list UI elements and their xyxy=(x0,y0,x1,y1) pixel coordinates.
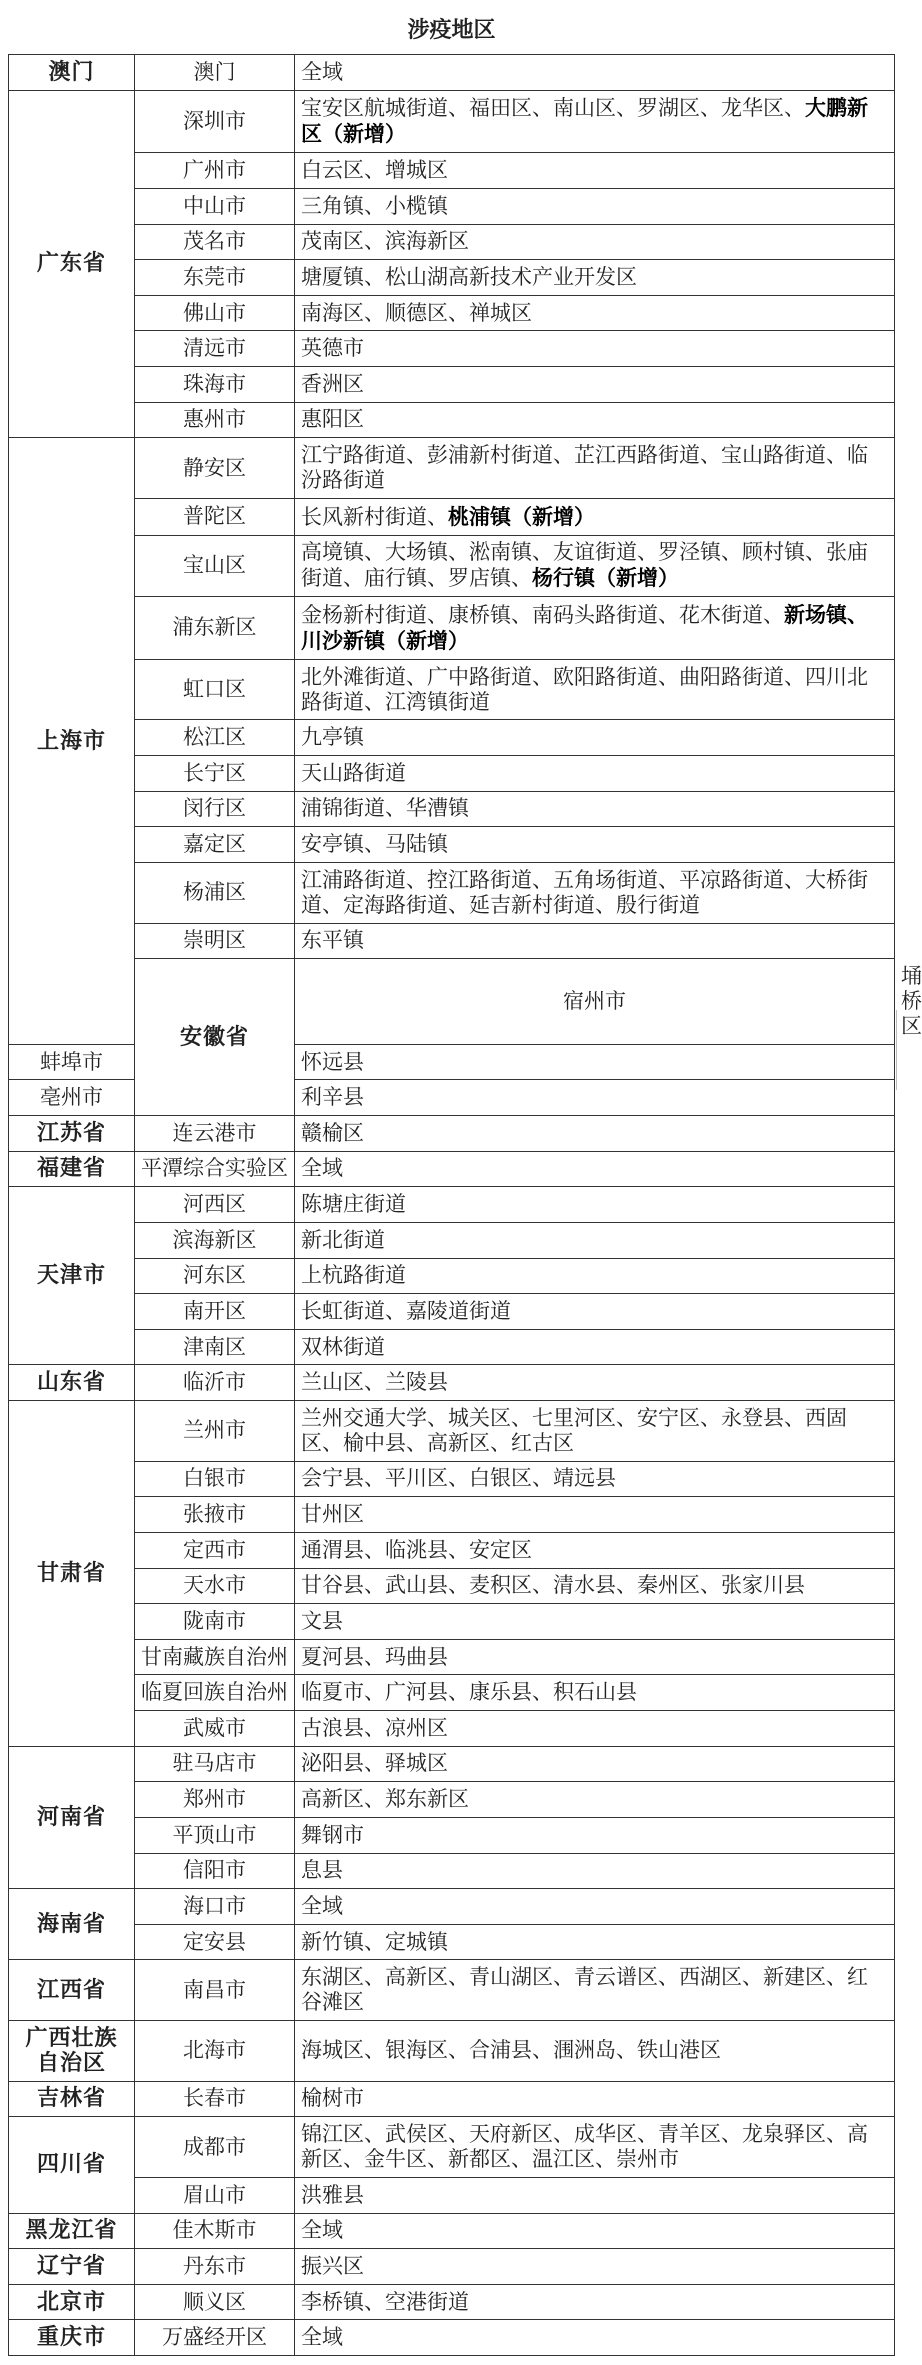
city-cell: 杨浦区 xyxy=(135,862,295,923)
table-row xyxy=(9,1329,895,1365)
area-text: 宝安区航城街道、福田区、南山区、罗湖区、龙华区、 xyxy=(301,96,805,121)
province-cell: 河南省 xyxy=(9,1746,135,1889)
city-cell: 蚌埠市 xyxy=(9,1044,135,1080)
table-row xyxy=(9,367,895,403)
table-row xyxy=(9,827,895,863)
area-cell xyxy=(295,1711,895,1747)
city-cell: 南开区 xyxy=(135,1294,295,1330)
city-cell: 珠海市 xyxy=(135,367,295,403)
table-row xyxy=(9,2213,895,2249)
city-cell: 宿州市 xyxy=(295,959,895,1045)
table-row xyxy=(9,1151,895,1187)
province-cell: 北京市 xyxy=(9,2284,135,2320)
area-text: 上杭路街道 xyxy=(301,1263,406,1288)
area-text: 金杨新村街道、康桥镇、南码头路街道、花木街道、 xyxy=(301,602,784,627)
area-text: 白云区、增城区 xyxy=(301,158,448,183)
area-cell xyxy=(295,224,895,260)
new-area-text: 新场镇、川沙新镇（新增） xyxy=(301,601,868,653)
area-cell xyxy=(295,295,895,331)
province-cell: 吉林省 xyxy=(9,2081,135,2117)
province-cell: 上海市 xyxy=(9,438,135,1045)
area-text: 李桥镇、空港街道 xyxy=(301,2289,469,2314)
area-text: 全域 xyxy=(301,1156,343,1181)
area-cell xyxy=(295,1604,895,1640)
table-row xyxy=(9,2117,895,2178)
city-cell: 定西市 xyxy=(135,1532,295,1568)
new-area-text: 大鹏新区（新增） xyxy=(301,95,868,147)
area-text: 舞钢市 xyxy=(301,1822,364,1847)
table-row xyxy=(9,1746,895,1782)
area-cell xyxy=(295,402,895,438)
area-text: 双林街道 xyxy=(301,1334,385,1359)
city-cell: 东莞市 xyxy=(135,260,295,296)
province-cell: 天津市 xyxy=(9,1187,135,1365)
province-cell: 江西省 xyxy=(9,1960,135,2021)
area-cell xyxy=(295,791,895,827)
table-row xyxy=(9,535,895,597)
area-text: 临夏市、广河县、康乐县、积石山县 xyxy=(301,1680,637,1705)
city-cell: 澳门 xyxy=(135,55,295,91)
city-cell: 连云港市 xyxy=(135,1116,295,1152)
city-cell: 河西区 xyxy=(135,1187,295,1223)
area-cell xyxy=(295,659,895,720)
area-cell xyxy=(295,153,895,189)
city-cell: 闵行区 xyxy=(135,791,295,827)
area-text: 高新区、郑东新区 xyxy=(301,1787,469,1812)
province-cell: 重庆市 xyxy=(9,2320,135,2356)
table-row xyxy=(9,2021,895,2082)
area-text: 榆树市 xyxy=(301,2086,364,2111)
area-cell xyxy=(295,367,895,403)
area-text: 夏河县、玛曲县 xyxy=(301,1644,448,1669)
city-cell: 成都市 xyxy=(135,2117,295,2178)
table-row xyxy=(9,1711,895,1747)
scroll-edge-marker xyxy=(896,1010,901,1090)
area-cell xyxy=(295,1675,895,1711)
area-cell xyxy=(295,1116,895,1152)
city-cell: 津南区 xyxy=(135,1329,295,1365)
area-text: 东湖区、高新区、青山湖区、青云谱区、西湖区、新建区、红谷滩区 xyxy=(301,1965,868,2015)
area-cell xyxy=(295,1924,895,1960)
area-cell xyxy=(295,2177,895,2213)
table-row xyxy=(9,1889,895,1925)
area-cell xyxy=(295,331,895,367)
city-cell: 陇南市 xyxy=(135,1604,295,1640)
area-cell xyxy=(295,55,895,91)
area-text: 锦江区、武侯区、天府新区、成华区、青羊区、龙泉驿区、高新区、金牛区、新都区、温江区、崇州市 xyxy=(301,2122,868,2172)
area-text: 兰州交通大学、城关区、七里河区、安宁区、永登县、西固区、榆中县、高新区、红古区 xyxy=(301,1405,847,1455)
area-cell xyxy=(295,1187,895,1223)
province-cell: 甘肃省 xyxy=(9,1401,135,1747)
table-row xyxy=(9,2177,895,2213)
area-text: 海城区、银海区、合浦县、涠洲岛、铁山港区 xyxy=(301,2038,721,2063)
area-cell xyxy=(295,597,895,660)
area-text: 江宁路街道、彭浦新村街道、芷江西路街道、宝山路街道、临汾路街道 xyxy=(301,443,868,493)
table-row xyxy=(9,90,895,153)
city-cell: 甘南藏族自治州 xyxy=(135,1639,295,1675)
area-text: 香洲区 xyxy=(301,371,364,396)
area-text: 英德市 xyxy=(301,336,364,361)
new-area-text: 杨行镇（新增） xyxy=(532,565,679,591)
city-cell: 滨海新区 xyxy=(135,1222,295,1258)
city-cell: 北海市 xyxy=(135,2021,295,2082)
city-cell: 普陀区 xyxy=(135,498,295,535)
table-row xyxy=(9,597,895,660)
area-cell xyxy=(295,1258,895,1294)
city-cell: 清远市 xyxy=(135,331,295,367)
city-cell: 郑州市 xyxy=(135,1782,295,1818)
table-body xyxy=(9,6,922,2356)
table-row xyxy=(9,1960,895,2021)
city-cell: 亳州市 xyxy=(9,1080,135,1116)
area-text: 高境镇、大场镇、淞南镇、友谊街道、罗泾镇、顾村镇、张庙街道、庙行镇、罗店镇、 xyxy=(301,540,868,591)
city-cell: 定安县 xyxy=(135,1924,295,1960)
area-text: 浦锦街道、华漕镇 xyxy=(301,796,469,821)
table-row xyxy=(9,260,895,296)
table-row xyxy=(9,659,895,720)
table-row xyxy=(9,1116,895,1152)
area-cell xyxy=(295,1044,895,1080)
city-cell: 临夏回族自治州 xyxy=(135,1675,295,1711)
area-cell xyxy=(295,2249,895,2285)
area-cell xyxy=(295,1080,895,1116)
city-cell: 海口市 xyxy=(135,1889,295,1925)
city-cell: 万盛经开区 xyxy=(135,2320,295,2356)
area-cell xyxy=(295,1461,895,1497)
table-row xyxy=(9,1187,895,1223)
city-cell: 佳木斯市 xyxy=(135,2213,295,2249)
area-cell xyxy=(295,1889,895,1925)
province-cell: 安徽省 xyxy=(135,959,295,1116)
area-text: 天山路街道 xyxy=(301,760,406,785)
area-text: 兰山区、兰陵县 xyxy=(301,1370,448,1395)
city-cell: 广州市 xyxy=(135,153,295,189)
city-cell: 丹东市 xyxy=(135,2249,295,2285)
area-cell xyxy=(295,260,895,296)
area-cell xyxy=(295,2284,895,2320)
area-text: 文县 xyxy=(301,1608,343,1633)
city-cell: 河东区 xyxy=(135,1258,295,1294)
city-cell: 虹口区 xyxy=(135,659,295,720)
area-cell xyxy=(295,827,895,863)
table-row xyxy=(9,1853,895,1889)
area-cell xyxy=(295,862,895,923)
table-row xyxy=(9,1568,895,1604)
city-cell: 平潭综合实验区 xyxy=(135,1151,295,1187)
area-cell xyxy=(295,1746,895,1782)
table-row xyxy=(9,1365,895,1401)
table-row xyxy=(9,791,895,827)
table-row xyxy=(9,923,895,959)
table-row xyxy=(9,295,895,331)
city-cell: 临沂市 xyxy=(135,1365,295,1401)
area-cell xyxy=(295,1222,895,1258)
city-cell: 眉山市 xyxy=(135,2177,295,2213)
city-cell: 南昌市 xyxy=(135,1960,295,2021)
area-text: 北外滩街道、广中路街道、欧阳路街道、曲阳路街道、四川北路街道、江湾镇街道 xyxy=(301,664,868,714)
province-cell: 江苏省 xyxy=(9,1116,135,1152)
city-cell: 信阳市 xyxy=(135,1853,295,1889)
area-text: 惠阳区 xyxy=(301,407,364,432)
area-text: 全域 xyxy=(301,1893,343,1918)
table-row xyxy=(9,959,895,1045)
table-row xyxy=(9,331,895,367)
city-cell: 宝山区 xyxy=(135,535,295,597)
table-row xyxy=(9,2249,895,2285)
table-title: 涉疫地区 xyxy=(9,6,895,55)
table-row xyxy=(9,1639,895,1675)
table-row xyxy=(9,438,895,499)
area-text: 陈塘庄街道 xyxy=(301,1192,406,1217)
city-cell: 佛山市 xyxy=(135,295,295,331)
area-cell xyxy=(295,1294,895,1330)
table-row xyxy=(9,1604,895,1640)
area-cell xyxy=(295,2117,895,2178)
area-cell xyxy=(295,1497,895,1533)
table-row xyxy=(9,1222,895,1258)
area-cell xyxy=(295,1329,895,1365)
area-cell xyxy=(295,2081,895,2117)
province-cell: 福建省 xyxy=(9,1151,135,1187)
area-text: 甘谷县、武山县、麦积区、清水县、秦州区、张家川县 xyxy=(301,1573,805,1598)
city-cell: 中山市 xyxy=(135,188,295,224)
area-cell xyxy=(295,2213,895,2249)
area-cell xyxy=(295,188,895,224)
area-cell xyxy=(295,1568,895,1604)
table-row xyxy=(9,2081,895,2117)
area-text: 洪雅县 xyxy=(301,2182,364,2207)
table-row xyxy=(9,2320,895,2356)
area-text: 南海区、顺德区、禅城区 xyxy=(301,300,532,325)
city-cell: 惠州市 xyxy=(135,402,295,438)
table-row xyxy=(9,402,895,438)
city-cell: 深圳市 xyxy=(135,90,295,153)
area-text: 振兴区 xyxy=(301,2253,364,2278)
area-text: 九亭镇 xyxy=(301,725,364,750)
area-text: 江浦路街道、控江路街道、五角场街道、平凉路街道、大桥街道、定海路街道、延吉新村街道、殷行街道 xyxy=(301,867,868,917)
city-cell: 崇明区 xyxy=(135,923,295,959)
city-cell: 静安区 xyxy=(135,438,295,499)
table-row xyxy=(9,224,895,260)
area-cell xyxy=(295,1853,895,1889)
risk-area-table xyxy=(8,6,922,2356)
area-cell xyxy=(295,923,895,959)
area-text: 古浪县、凉州区 xyxy=(301,1715,448,1740)
area-cell xyxy=(295,1532,895,1568)
province-cell: 辽宁省 xyxy=(9,2249,135,2285)
area-text: 全域 xyxy=(301,2325,343,2350)
province-cell: 黑龙江省 xyxy=(9,2213,135,2249)
table-row xyxy=(9,153,895,189)
area-text: 全域 xyxy=(301,59,343,84)
province-cell: 澳门 xyxy=(9,55,135,91)
table-row xyxy=(9,55,895,91)
city-cell: 顺义区 xyxy=(135,2284,295,2320)
area-text: 塘厦镇、松山湖高新技术产业开发区 xyxy=(301,264,637,289)
table-title-row xyxy=(9,6,895,55)
area-cell xyxy=(295,438,895,499)
area-text: 长虹街道、嘉陵道街道 xyxy=(301,1298,511,1323)
city-cell: 平顶山市 xyxy=(135,1817,295,1853)
city-cell: 兰州市 xyxy=(135,1401,295,1462)
area-cell xyxy=(295,535,895,597)
area-text: 利辛县 xyxy=(301,1085,364,1110)
table-row xyxy=(9,2284,895,2320)
area-text: 全域 xyxy=(301,2218,343,2243)
table-row xyxy=(9,1817,895,1853)
area-text: 长风新村街道、 xyxy=(301,504,448,529)
area-text: 茂南区、滨海新区 xyxy=(301,229,469,254)
province-cell: 山东省 xyxy=(9,1365,135,1401)
table-row xyxy=(9,1532,895,1568)
area-text: 安亭镇、马陆镇 xyxy=(301,832,448,857)
area-cell xyxy=(295,1639,895,1675)
risk-area-sheet xyxy=(8,6,922,2356)
area-cell xyxy=(295,498,895,535)
table-row xyxy=(9,1461,895,1497)
province-cell: 广东省 xyxy=(9,90,135,438)
table-row xyxy=(9,720,895,756)
city-cell: 长春市 xyxy=(135,2081,295,2117)
area-cell xyxy=(295,2021,895,2082)
area-text: 通渭县、临洮县、安定区 xyxy=(301,1537,532,1562)
city-cell: 天水市 xyxy=(135,1568,295,1604)
city-cell: 白银市 xyxy=(135,1461,295,1497)
area-text: 东平镇 xyxy=(301,928,364,953)
area-cell xyxy=(295,2320,895,2356)
area-text: 息县 xyxy=(301,1858,343,1883)
table-row xyxy=(9,1782,895,1818)
table-row xyxy=(9,756,895,792)
city-cell: 驻马店市 xyxy=(135,1746,295,1782)
table-row xyxy=(9,862,895,923)
table-row xyxy=(9,188,895,224)
area-cell xyxy=(295,1365,895,1401)
area-text: 甘州区 xyxy=(301,1502,364,1527)
area-cell xyxy=(295,720,895,756)
city-cell: 长宁区 xyxy=(135,756,295,792)
area-cell xyxy=(295,90,895,153)
area-text: 会宁县、平川区、白银区、靖远县 xyxy=(301,1466,616,1491)
area-cell xyxy=(295,1960,895,2021)
new-area-text: 桃浦镇（新增） xyxy=(448,503,595,529)
area-text: 新北街道 xyxy=(301,1227,385,1252)
table-row xyxy=(9,1675,895,1711)
province-cell: 海南省 xyxy=(9,1889,135,1960)
area-cell xyxy=(295,1401,895,1462)
area-text: 怀远县 xyxy=(301,1049,364,1074)
city-cell: 松江区 xyxy=(135,720,295,756)
area-cell xyxy=(295,1151,895,1187)
city-cell: 嘉定区 xyxy=(135,827,295,863)
table-row xyxy=(9,1258,895,1294)
area-cell xyxy=(295,1817,895,1853)
area-text: 埇桥区 xyxy=(901,963,922,1038)
area-text: 三角镇、小榄镇 xyxy=(301,193,448,218)
table-row xyxy=(9,1924,895,1960)
province-cell: 广西壮族自治区 xyxy=(9,2021,135,2082)
province-cell: 四川省 xyxy=(9,2117,135,2213)
table-row xyxy=(9,1294,895,1330)
area-text: 泌阳县、驿城区 xyxy=(301,1751,448,1776)
table-row xyxy=(9,498,895,535)
area-text: 赣榆区 xyxy=(301,1120,364,1145)
city-cell: 张掖市 xyxy=(135,1497,295,1533)
table-row xyxy=(9,1497,895,1533)
table-row xyxy=(9,1401,895,1462)
area-text: 新竹镇、定城镇 xyxy=(301,1929,448,1954)
area-cell xyxy=(295,1782,895,1818)
city-cell: 浦东新区 xyxy=(135,597,295,660)
city-cell: 武威市 xyxy=(135,1711,295,1747)
area-cell xyxy=(295,756,895,792)
city-cell: 茂名市 xyxy=(135,224,295,260)
